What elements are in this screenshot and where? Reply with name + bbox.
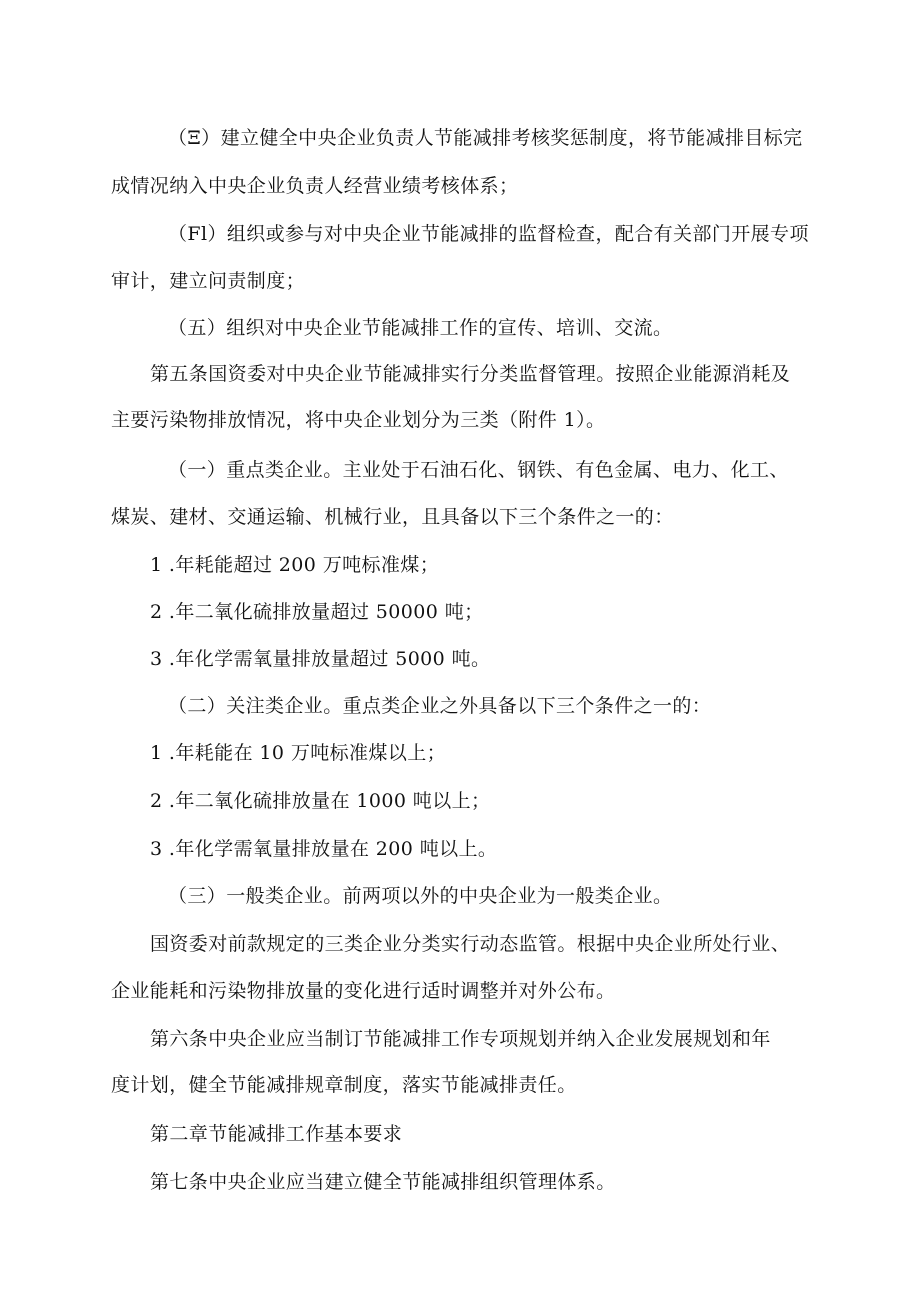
paragraph-line: （二）关注类企业。重点类企业之外具备以下三个条件之一的： xyxy=(168,695,712,717)
paragraph-line: 企业能耗和污染物排放量的变化进行适时调整并对外公布。 xyxy=(111,980,616,1002)
list-item: 3 .年化学需氧量排放量在 200 吨以上。 xyxy=(150,838,498,860)
paragraph-line: 度计划，健全节能减排规章制度，落实节能减排责任。 xyxy=(111,1074,577,1096)
paragraph-line: （一）重点类企业。主业处于石油石化、钢铁、有色金属、电力、化工、 xyxy=(168,459,789,481)
list-item: 2 .年二氧化硫排放量在 1000 吨以上； xyxy=(150,790,491,812)
paragraph-line: 主要污染物排放情况，将中央企业划分为三类（附件 1）。 xyxy=(111,409,606,431)
paragraph-line: 国资委对前款规定的三类企业分类实行动态监管。根据中央企业所处行业、 xyxy=(150,933,791,955)
list-item: 2 .年二氧化硫排放量超过 50000 吨； xyxy=(150,601,484,623)
list-item: 1 .年耗能超过 200 万吨标准煤； xyxy=(150,554,440,576)
paragraph-line: 第六条中央企业应当制订节能减排工作专项规划并纳入企业发展规划和年 xyxy=(150,1028,771,1050)
list-item: 3 .年化学需氧量排放量超过 5000 吨。 xyxy=(150,648,491,670)
chapter-heading: 第二章节能减排工作基本要求 xyxy=(150,1123,403,1145)
paragraph-line: 成情况纳入中央企业负责人经营业绩考核体系； xyxy=(111,175,519,197)
paragraph-line: 审计，建立问责制度； xyxy=(111,270,306,292)
paragraph-line: （Ξ）建立健全中央企业负责人节能减排考核奖惩制度，将节能减排目标完 xyxy=(168,127,803,149)
list-item: 1 .年耗能在 10 万吨标准煤以上； xyxy=(150,742,447,764)
paragraph-line: （五）组织对中央企业节能减排工作的宣传、培训、交流。 xyxy=(168,317,673,339)
paragraph-line: 第七条中央企业应当建立健全节能减排组织管理体系。 xyxy=(150,1171,616,1193)
paragraph-line: 第五条国资委对中央企业节能减排实行分类监督管理。按照企业能源消耗及 xyxy=(150,363,791,385)
paragraph-line: （三）一般类企业。前两项以外的中央企业为一般类企业。 xyxy=(168,885,673,907)
paragraph-line: 煤炭、建材、交通运输、机械行业，且具备以下三个条件之一的： xyxy=(111,506,674,528)
paragraph-line: （Fl）组织或参与对中央企业节能减排的监督检查，配合有关部门开展专项 xyxy=(168,223,809,245)
